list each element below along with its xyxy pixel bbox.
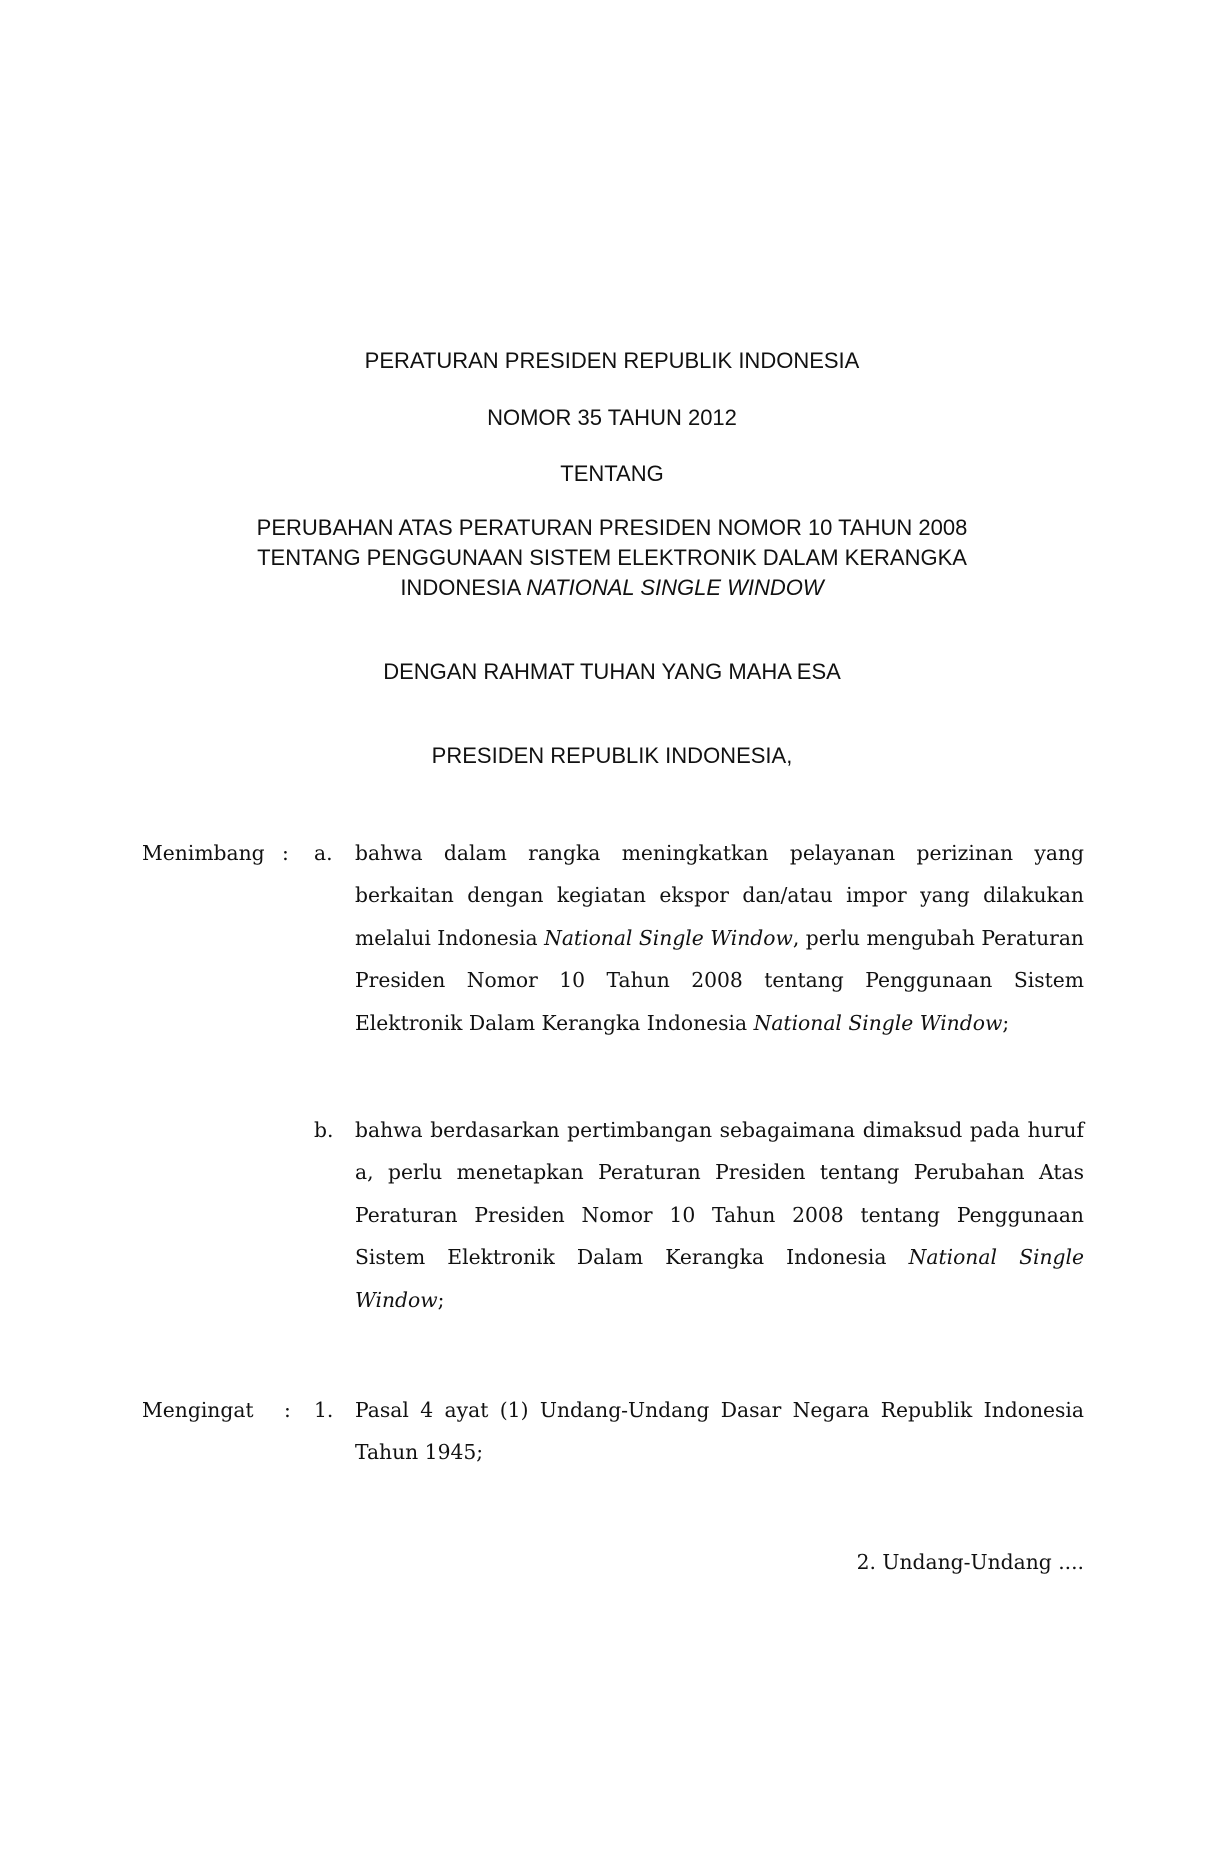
italic-text: National Single Window xyxy=(753,1010,1003,1035)
subject-plain: INDONESIA xyxy=(400,575,527,600)
regulation-subject-line-2: TENTANG PENGGUNAAN SISTEM ELEKTRONIK DALAM KERANGKA xyxy=(257,545,967,570)
menimbang-item-a xyxy=(355,832,1084,1044)
regulation-title: PERATURAN PRESIDEN REPUBLIK INDONESIA xyxy=(364,348,860,373)
regulation-subject-line-3 xyxy=(0,574,1224,602)
regulation-number: NOMOR 35 TAHUN 2012 xyxy=(487,405,737,430)
text: bahwa dalam rangka meningkatkan pelayanan perizinan yang berkaitan dengan kegiatan ekspor dan/atau impor yang dilakukan melalui Indonesia xyxy=(355,841,1084,950)
page-continuation: 2. Undang-Undang .... xyxy=(856,1550,1084,1574)
text: ; xyxy=(437,1287,445,1312)
mengingat-colon: : xyxy=(284,1398,291,1422)
text: , perlu mengubah Peraturan Presiden Nomor 10 Tahun 2008 tentang Penggunaan Sistem Elektronik Dalam Kerangka Indonesia xyxy=(355,925,1084,1035)
menimbang-colon: : xyxy=(282,841,289,865)
president-line: PRESIDEN REPUBLIK INDONESIA, xyxy=(431,743,793,768)
mengingat-label: Mengingat xyxy=(142,1398,254,1422)
italic-text: National Single Window xyxy=(544,925,793,950)
text: ; xyxy=(1002,1010,1010,1035)
mengingat-item-1: Pasal 4 ayat (1) Undang-Undang Dasar Negara Republik Indonesia Tahun 1945; xyxy=(355,1398,1084,1465)
subject-italic: NATIONAL SINGLE WINDOW xyxy=(526,575,824,600)
menimbang-label: Menimbang xyxy=(142,841,265,865)
italic-text: National Single Window xyxy=(355,1245,1084,1312)
menimbang-mark-a: a. xyxy=(314,841,333,865)
blessing-line: DENGAN RAHMAT TUHAN YANG MAHA ESA xyxy=(383,659,841,684)
menimbang-item-b xyxy=(355,1109,1084,1321)
regulation-about: TENTANG xyxy=(560,461,664,486)
menimbang-mark-b: b. xyxy=(314,1118,334,1142)
text: bahwa berdasarkan pertimbangan sebagaimana dimaksud pada huruf a, perlu menetapkan Peraturan Presiden tentang Perubahan Atas Peraturan Presiden Nomor 10 Tahun 2008 tentang Penggunaan Sistem Elektronik Dalam Kerangka Indonesia xyxy=(355,1118,1084,1270)
mengingat-mark-1: 1. xyxy=(314,1398,334,1422)
regulation-subject-line-1: PERUBAHAN ATAS PERATURAN PRESIDEN NOMOR 10 TAHUN 2008 xyxy=(256,515,968,540)
